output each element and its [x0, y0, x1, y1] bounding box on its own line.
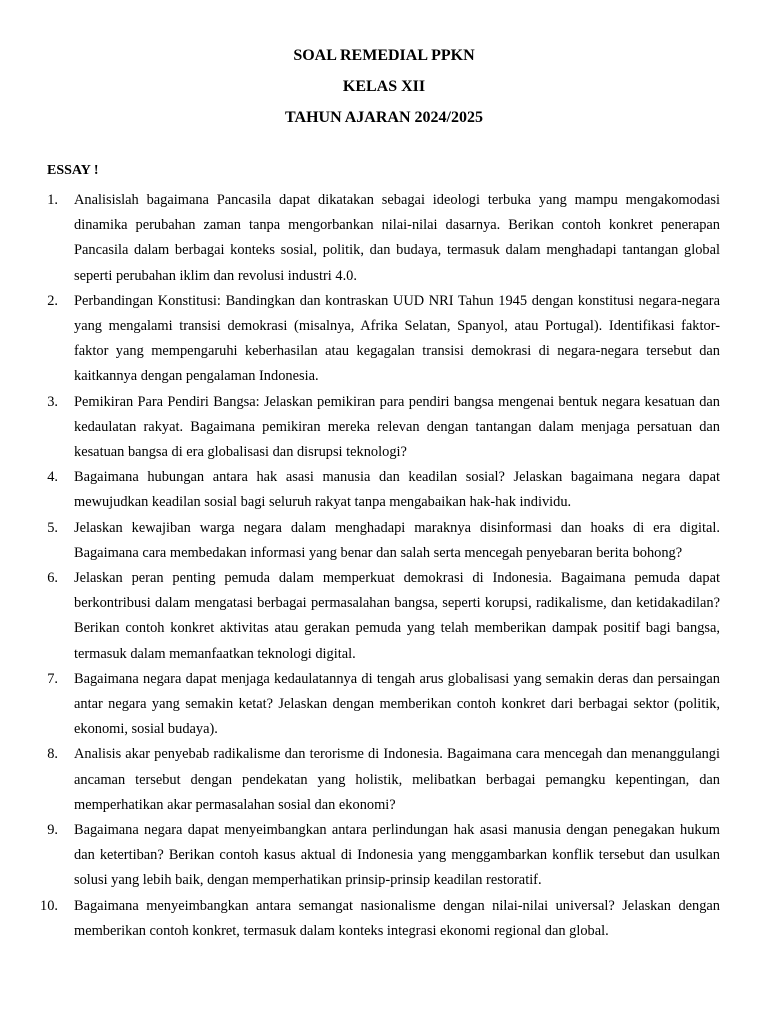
- question-number: 1.: [47, 192, 58, 208]
- question-item: [0, 289, 768, 390]
- question-text: Jelaskan kewajiban warga negara dalam menghadapi maraknya disinformasi dan hoaks di era digital. Bagaimana cara membedakan informasi yang benar dan salah serta mencegah penyebaran berita bohong?: [74, 519, 720, 561]
- question-number: 2.: [47, 292, 58, 309]
- academic-year: TAHUN AJARAN 2024/2025: [285, 109, 483, 126]
- document-header: [0, 40, 768, 133]
- question-number: 4.: [47, 469, 58, 486]
- question-item: [0, 188, 768, 289]
- question-text: Pemikiran Para Pendiri Bangsa: Jelaskan pemikiran para pendiri bangsa mengenai bentuk negara kesatuan dan kedaulatan rakyat. Bagaimana pemikiran mereka relevan dengan tantangan dalam menjaga persatuan dan kesatuan bangsa di era globalisasi dan disrupsi teknologi?: [74, 393, 720, 461]
- question-item: [0, 818, 768, 894]
- question-text: Analisislah bagaimana Pancasila dapat dikatakan sebagai ideologi terbuka yang mampu mengakomodasi dinamika perubahan zaman tanpa mengorbankan nilai-nilai dasarnya. Berikan contoh konkret penerapan Pancasila dalam berbagai konteks sosial, politik, dan budaya, termasuk dalam menghadapi tantangan global seperti perubahan iklim dan revolusi industri 4.0.: [74, 192, 720, 284]
- question-text: Jelaskan peran penting pemuda dalam memperkuat demokrasi di Indonesia. Bagaimana pemuda dapat berkontribusi dalam mengatasi berbagai permasalahan bangsa, seperti korupsi, radikalisme, dan ketidakadilan? Berikan contoh konkret aktivitas atau gerakan pemuda yang telah memberikan dampak positif bagi bangsa, termasuk dalam memanfaatkan teknologi digital.: [74, 570, 720, 662]
- question-number: 5.: [47, 519, 58, 536]
- question-item: [0, 516, 768, 566]
- question-text: Bagaimana hubungan antara hak asasi manusia dan keadilan sosial? Jelaskan bagaimana negara dapat mewujudkan keadilan sosial bagi seluruh rakyat tanpa mengabaikan hak-hak individu.: [74, 469, 720, 511]
- question-number: 7.: [47, 670, 58, 687]
- question-text: Bagaimana menyeimbangkan antara semangat nasionalisme dengan nilai-nilai universal? Jelaskan dengan memberikan contoh konkret, termasuk dalam konteks integrasi ekonomi regional dan global.: [74, 897, 720, 939]
- question-item: [0, 465, 768, 515]
- question-text: Bagaimana negara dapat menyeimbangkan antara perlindungan hak asasi manusia dengan penegakan hukum dan ketertiban? Berikan contoh kasus aktual di Indonesia yang menggambarkan konflik tersebut dan usulkan solusi yang lebih baik, dengan memperhatikan prinsip-prinsip keadilan restoratif.: [74, 822, 720, 889]
- question-number: 8.: [47, 746, 58, 763]
- question-item: [0, 894, 768, 944]
- question-text: Perbandingan Konstitusi: Bandingkan dan kontraskan UUD NRI Tahun 1945 dengan konstitusi negara-negara yang mengalami transisi demokrasi (misalnya, Afrika Selatan, Spanyol, atau Portugal). Identifikasi faktor-faktor yang mempengaruhi keberhasilan atau kegagalan transisi demokrasi di negara-negara tersebut dan kaitkannya dengan pengalaman Indonesia.: [74, 292, 720, 385]
- question-item: [0, 566, 768, 667]
- class-label: KELAS XII: [342, 78, 426, 95]
- question-number: 6.: [47, 570, 58, 587]
- question-text: Bagaimana negara dapat menjaga kedaulatannya di tengah arus globalisasi yang semakin deras dan persaingan antar negara yang semakin ketat? Jelaskan dengan memberikan contoh konkret dari berbagai sektor (politik, ekonomi, sosial budaya).: [74, 670, 720, 738]
- document-title: SOAL REMEDIAL PPKN: [293, 47, 475, 64]
- question-number: 9.: [47, 822, 58, 839]
- question-text: Analisis akar penyebab radikalisme dan terorisme di Indonesia. Bagaimana cara mencegah dan menanggulangi ancaman tersebut dengan pendekatan yang holistik, melibatkan berbagai pemangku kepentingan, dan memperhatikan akar permasalahan sosial dan ekonomi?: [74, 746, 720, 813]
- question-item: [0, 742, 768, 818]
- question-number: 10.: [40, 897, 58, 914]
- question-item: [0, 667, 768, 743]
- section-heading: ESSAY !: [47, 163, 99, 178]
- question-number: 3.: [47, 393, 58, 410]
- question-list: [0, 188, 768, 944]
- question-item: [0, 390, 768, 466]
